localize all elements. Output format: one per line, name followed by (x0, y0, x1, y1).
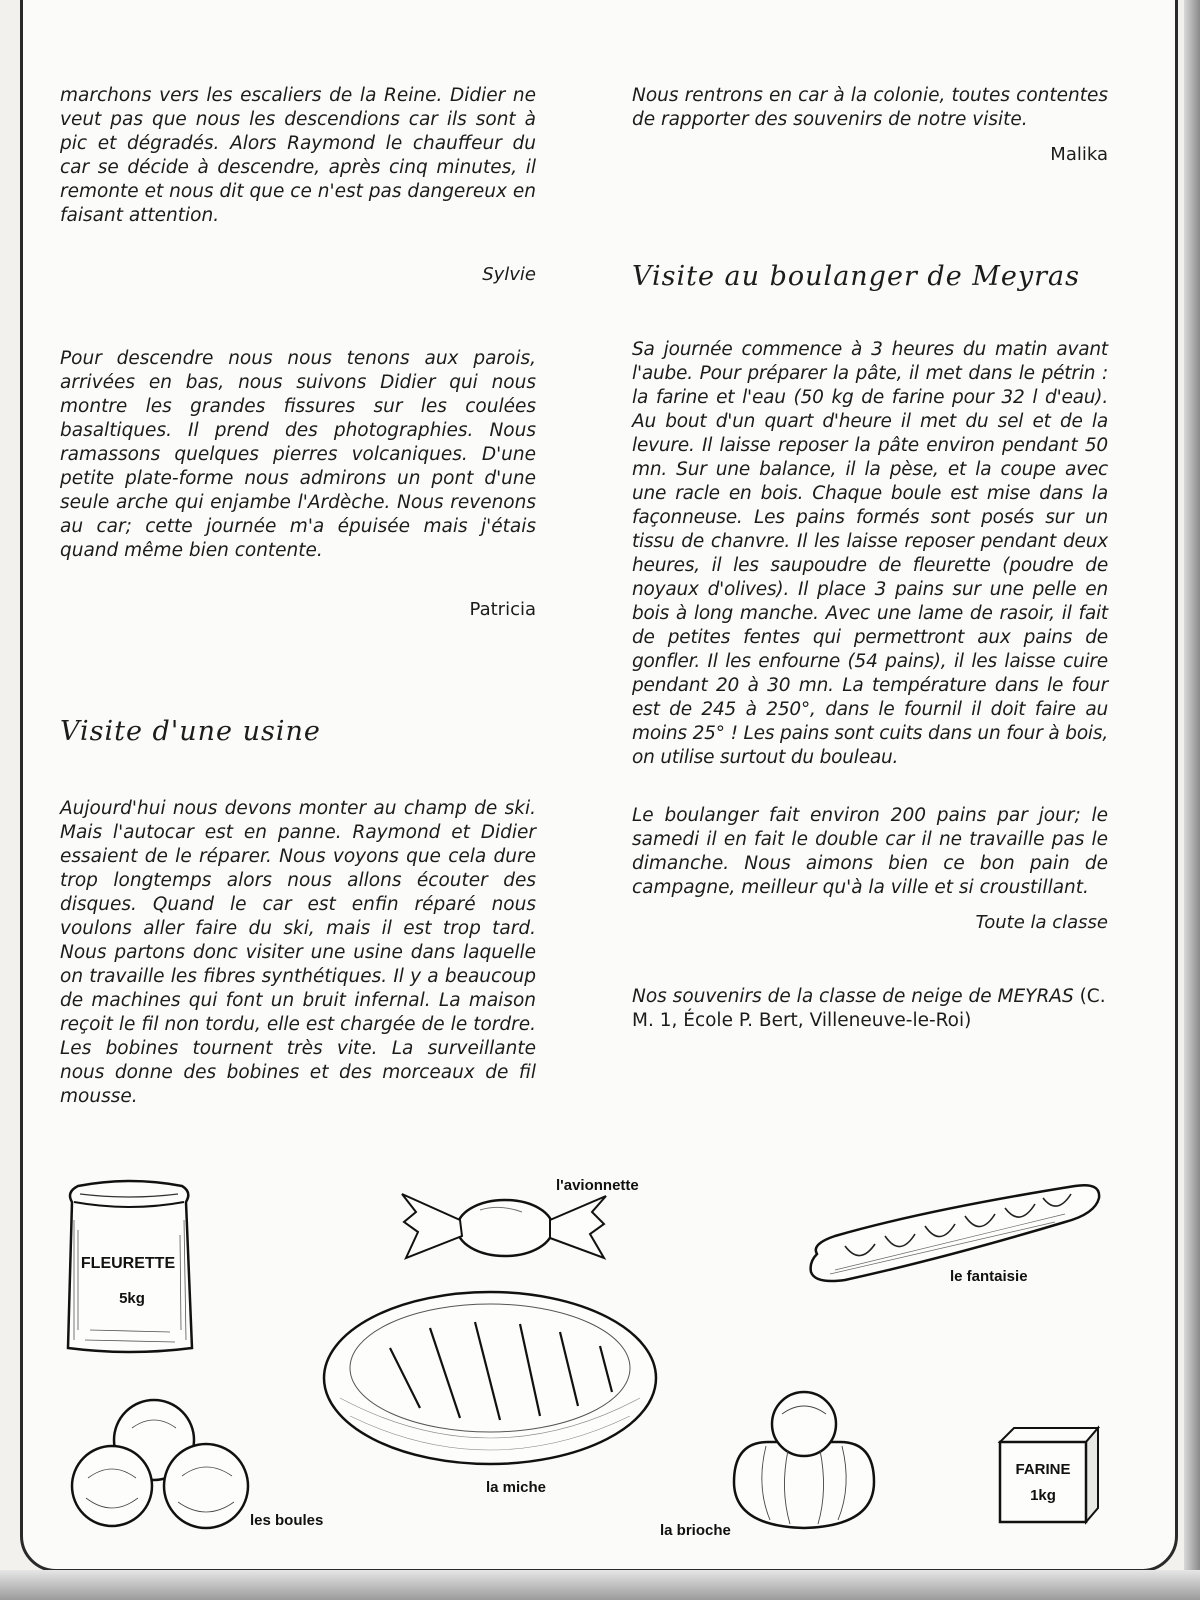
boules-illustration (66, 1398, 256, 1530)
souvenirs-school: (C. M. 1, École P. Bert, Villeneuve-le-Roi) (632, 986, 1106, 1031)
sylvie-signature: Sylvie (482, 264, 536, 285)
boulanger-paragraph-2: Le boulanger fait environ 200 pains par jour; le samedi il en fait le double car il ne travaille pas le dimanche. Nous aimons bien ce bon pain de campagne, meilleur qu'à la ville et si croustillant. (632, 805, 1108, 898)
usine-paragraph: Aujourd'hui nous devons monter au champ de ski. Mais l'autocar est en panne. Raymond et Didier essaient de le réparer. Nous voyons que cela dure trop longtemps alors nous allons écouter des disques. Quand le car est enfin réparé nous voulons aller faire du ski, mais il est trop tard. Nous partons donc visiter une usine dans laquelle on travaille les fibres synthétiques. Il y a beaucoup de machines qui font un bruit infernal. La maison reçoit le fil non tordu, elle est chargée de le tordre. Les bobines tournent très vite. La surveillante nous donne des bobines et des morceaux de fil mousse. (60, 798, 536, 1107)
patricia-paragraph: Pour descendre nous nous tenons aux parois, arrivées en bas, nous suivons Didier qui nous montre les grandes fissures sur les coulées basaltiques. Il prend des photographies. Nous ramassons quelques pierres volcaniques. D'une petite plate-forme nous admirons un pont d'une seule arche qui enjambe l'Ardèche. Nous revenons au car; cette journée m'a épuisée mais j'étais quand même bien contente. (60, 348, 536, 561)
sylvie-paragraph: marchons vers les escaliers de la Reine. Didier ne veut pas que nous les descendions car ils sont à pic et dégradés. Alors Raymond le chauffeur du car se décide à descendre, après cinq minutes, il remonte et nous dit que ce n'est pas dangereux en faisant attention. (60, 85, 536, 226)
patricia-signature: Patricia (469, 599, 536, 620)
miche-label: la miche (486, 1479, 547, 1496)
flour-sack-illustration (60, 1180, 200, 1355)
boules-label: les boules (250, 1512, 324, 1529)
page-bottom-edge (0, 1570, 1200, 1600)
farine-box-weight: 1kg (1030, 1487, 1056, 1504)
farine-box-illustration (996, 1424, 1102, 1524)
left-column (60, 84, 536, 1109)
fantaisie-label: le fantaisie (950, 1268, 1028, 1285)
avionnette-label: l'avionnette (556, 1177, 639, 1194)
brioche-label: la brioche (660, 1522, 731, 1539)
boulanger-paragraph-1: Sa journée commence à 3 heures du matin avant l'aube. Pour préparer la pâte, il met dans le pétrin : la farine et l'eau (50 kg de farine pour 32 l d'eau). Au bout d'un quart d'heure il met du sel et de la levure. Il laisse reposer la pâte environ pendant 50 mn. Sur une balance, il la pèse, et la coupe avec une racle en bois. Chaque boule est mise dans la façonneuse. Les pains formés sont posés sur un tissu de chanvre. Il les laisse reposer pendant deux heures, il les saupoudre de fleurette (poudre de noyaux d'olives). Il place 3 pains sur une pelle en bois à long manche. Avec une lame de rasoir, il fait de petites fentes qui permettront aux pains de gonfler. Il les enfourne (54 pains), il les laisse cuire pendant 20 à 30 mn. La température dans le four est de 245 à 250°, dans le fournil il doit faire au moins 25° ! Les pains sont cuits dans un four à bois, on utilise surtout du bouleau. (632, 339, 1108, 768)
malika-paragraph: Nous rentrons en car à la colonie, toutes contentes de rapporter des souvenirs de notre visite. (632, 85, 1108, 130)
miche-illustration (320, 1288, 660, 1468)
classe-signature: Toute la classe (975, 912, 1108, 933)
flour-sack-weight: 5kg (119, 1290, 145, 1307)
flour-sack-brand: FLEURETTE (80, 1255, 176, 1272)
brioche-illustration (726, 1390, 882, 1532)
usine-heading: Visite d'une usine (60, 716, 321, 747)
souvenirs-caption (632, 985, 1108, 1033)
boulanger-heading: Visite au boulanger de Meyras (632, 261, 1081, 292)
binding-edge (1184, 0, 1200, 1600)
farine-box-name: FARINE (1015, 1461, 1071, 1478)
souvenirs-prefix: Nos souvenirs de la classe de neige de MEYRAS (632, 986, 1074, 1007)
avionnette-illustration (400, 1188, 610, 1268)
malika-signature: Malika (1050, 144, 1108, 165)
right-column (632, 84, 1108, 1033)
